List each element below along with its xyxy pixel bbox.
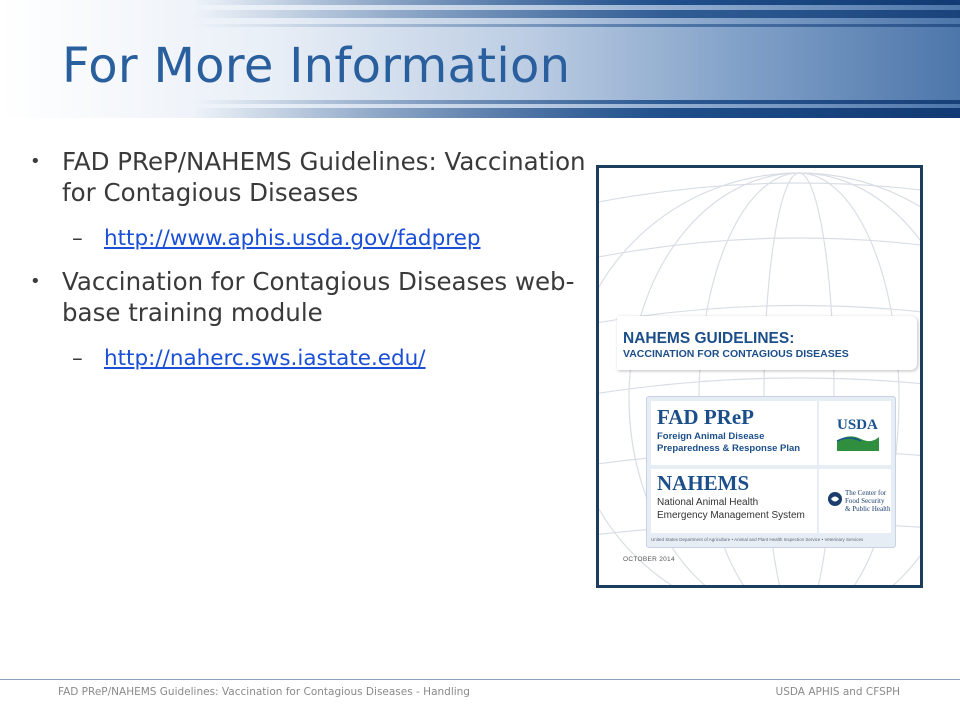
header-stripe <box>0 0 960 5</box>
fadprep-heading: FAD PReP <box>657 405 754 429</box>
dash-icon: – <box>72 346 83 372</box>
cfsph-line2: Food Security <box>845 497 885 505</box>
page-title: For More Information <box>62 38 571 94</box>
header-stripe <box>0 10 960 18</box>
footer-right-text: USDA APHIS and CFSPH <box>775 686 900 698</box>
fadprep-row <box>651 401 891 465</box>
nahems-sub2: Emergency Management System <box>657 510 805 521</box>
cfsph-logo <box>827 487 891 519</box>
nahems-heading: NAHEMS <box>657 471 750 495</box>
bullet-item <box>30 266 600 328</box>
header-stripe <box>0 108 960 118</box>
usda-logo-text: USDA <box>837 417 878 433</box>
cover-date: OCTOBER 2014 <box>623 556 675 563</box>
bullet-list <box>30 146 600 386</box>
fadprep-link[interactable]: http://www.aphis.usda.gov/fadprep <box>104 226 481 252</box>
bullet-dot-icon: • <box>30 151 41 172</box>
fadprep-sub1: Foreign Animal Disease <box>657 431 765 442</box>
naherc-link[interactable]: http://naherc.sws.iastate.edu/ <box>104 346 426 372</box>
sub-bullet <box>30 226 600 252</box>
cfsph-emblem-icon <box>827 491 843 507</box>
cfsph-line3: & Public Health <box>845 505 891 513</box>
dash-icon: – <box>72 226 83 252</box>
usda-logo <box>835 411 881 457</box>
bullet-text: FAD PReP/NAHEMS Guidelines: Vaccination for Contagious Diseases <box>62 147 586 208</box>
nahems-row <box>651 469 891 533</box>
footer-left-text: FAD PReP/NAHEMS Guidelines: Vaccination for Contagious Diseases - Handling <box>58 686 470 698</box>
header-stripe <box>0 100 960 104</box>
header-stripe <box>0 24 960 27</box>
cover-title-line1: NAHEMS GUIDELINES: <box>623 330 795 347</box>
bullet-text: Vaccination for Contagious Diseases web-base training module <box>62 267 575 328</box>
nahems-sub1: National Animal Health <box>657 497 759 508</box>
cfsph-logo-text <box>845 489 891 513</box>
guidelines-cover-image <box>596 165 923 588</box>
cfsph-line1: The Center for <box>845 489 887 497</box>
cover-title-line2: VACCINATION FOR CONTAGIOUS DISEASES <box>623 348 849 360</box>
bullet-item <box>30 146 600 208</box>
sub-bullet <box>30 346 600 372</box>
footer-divider <box>0 679 960 680</box>
header-banner <box>0 0 960 118</box>
usda-hill-icon <box>835 411 881 457</box>
cover-logo-panel <box>646 396 896 548</box>
cover-agencies: United States Department of Agriculture • Animal and Plant Health Inspection Service • Veterinary Services <box>651 537 864 542</box>
fadprep-sub2: Preparedness & Response Plan <box>657 443 801 454</box>
cover-title-box <box>617 316 917 370</box>
bullet-dot-icon: • <box>30 271 41 293</box>
panel-divider <box>817 401 819 533</box>
